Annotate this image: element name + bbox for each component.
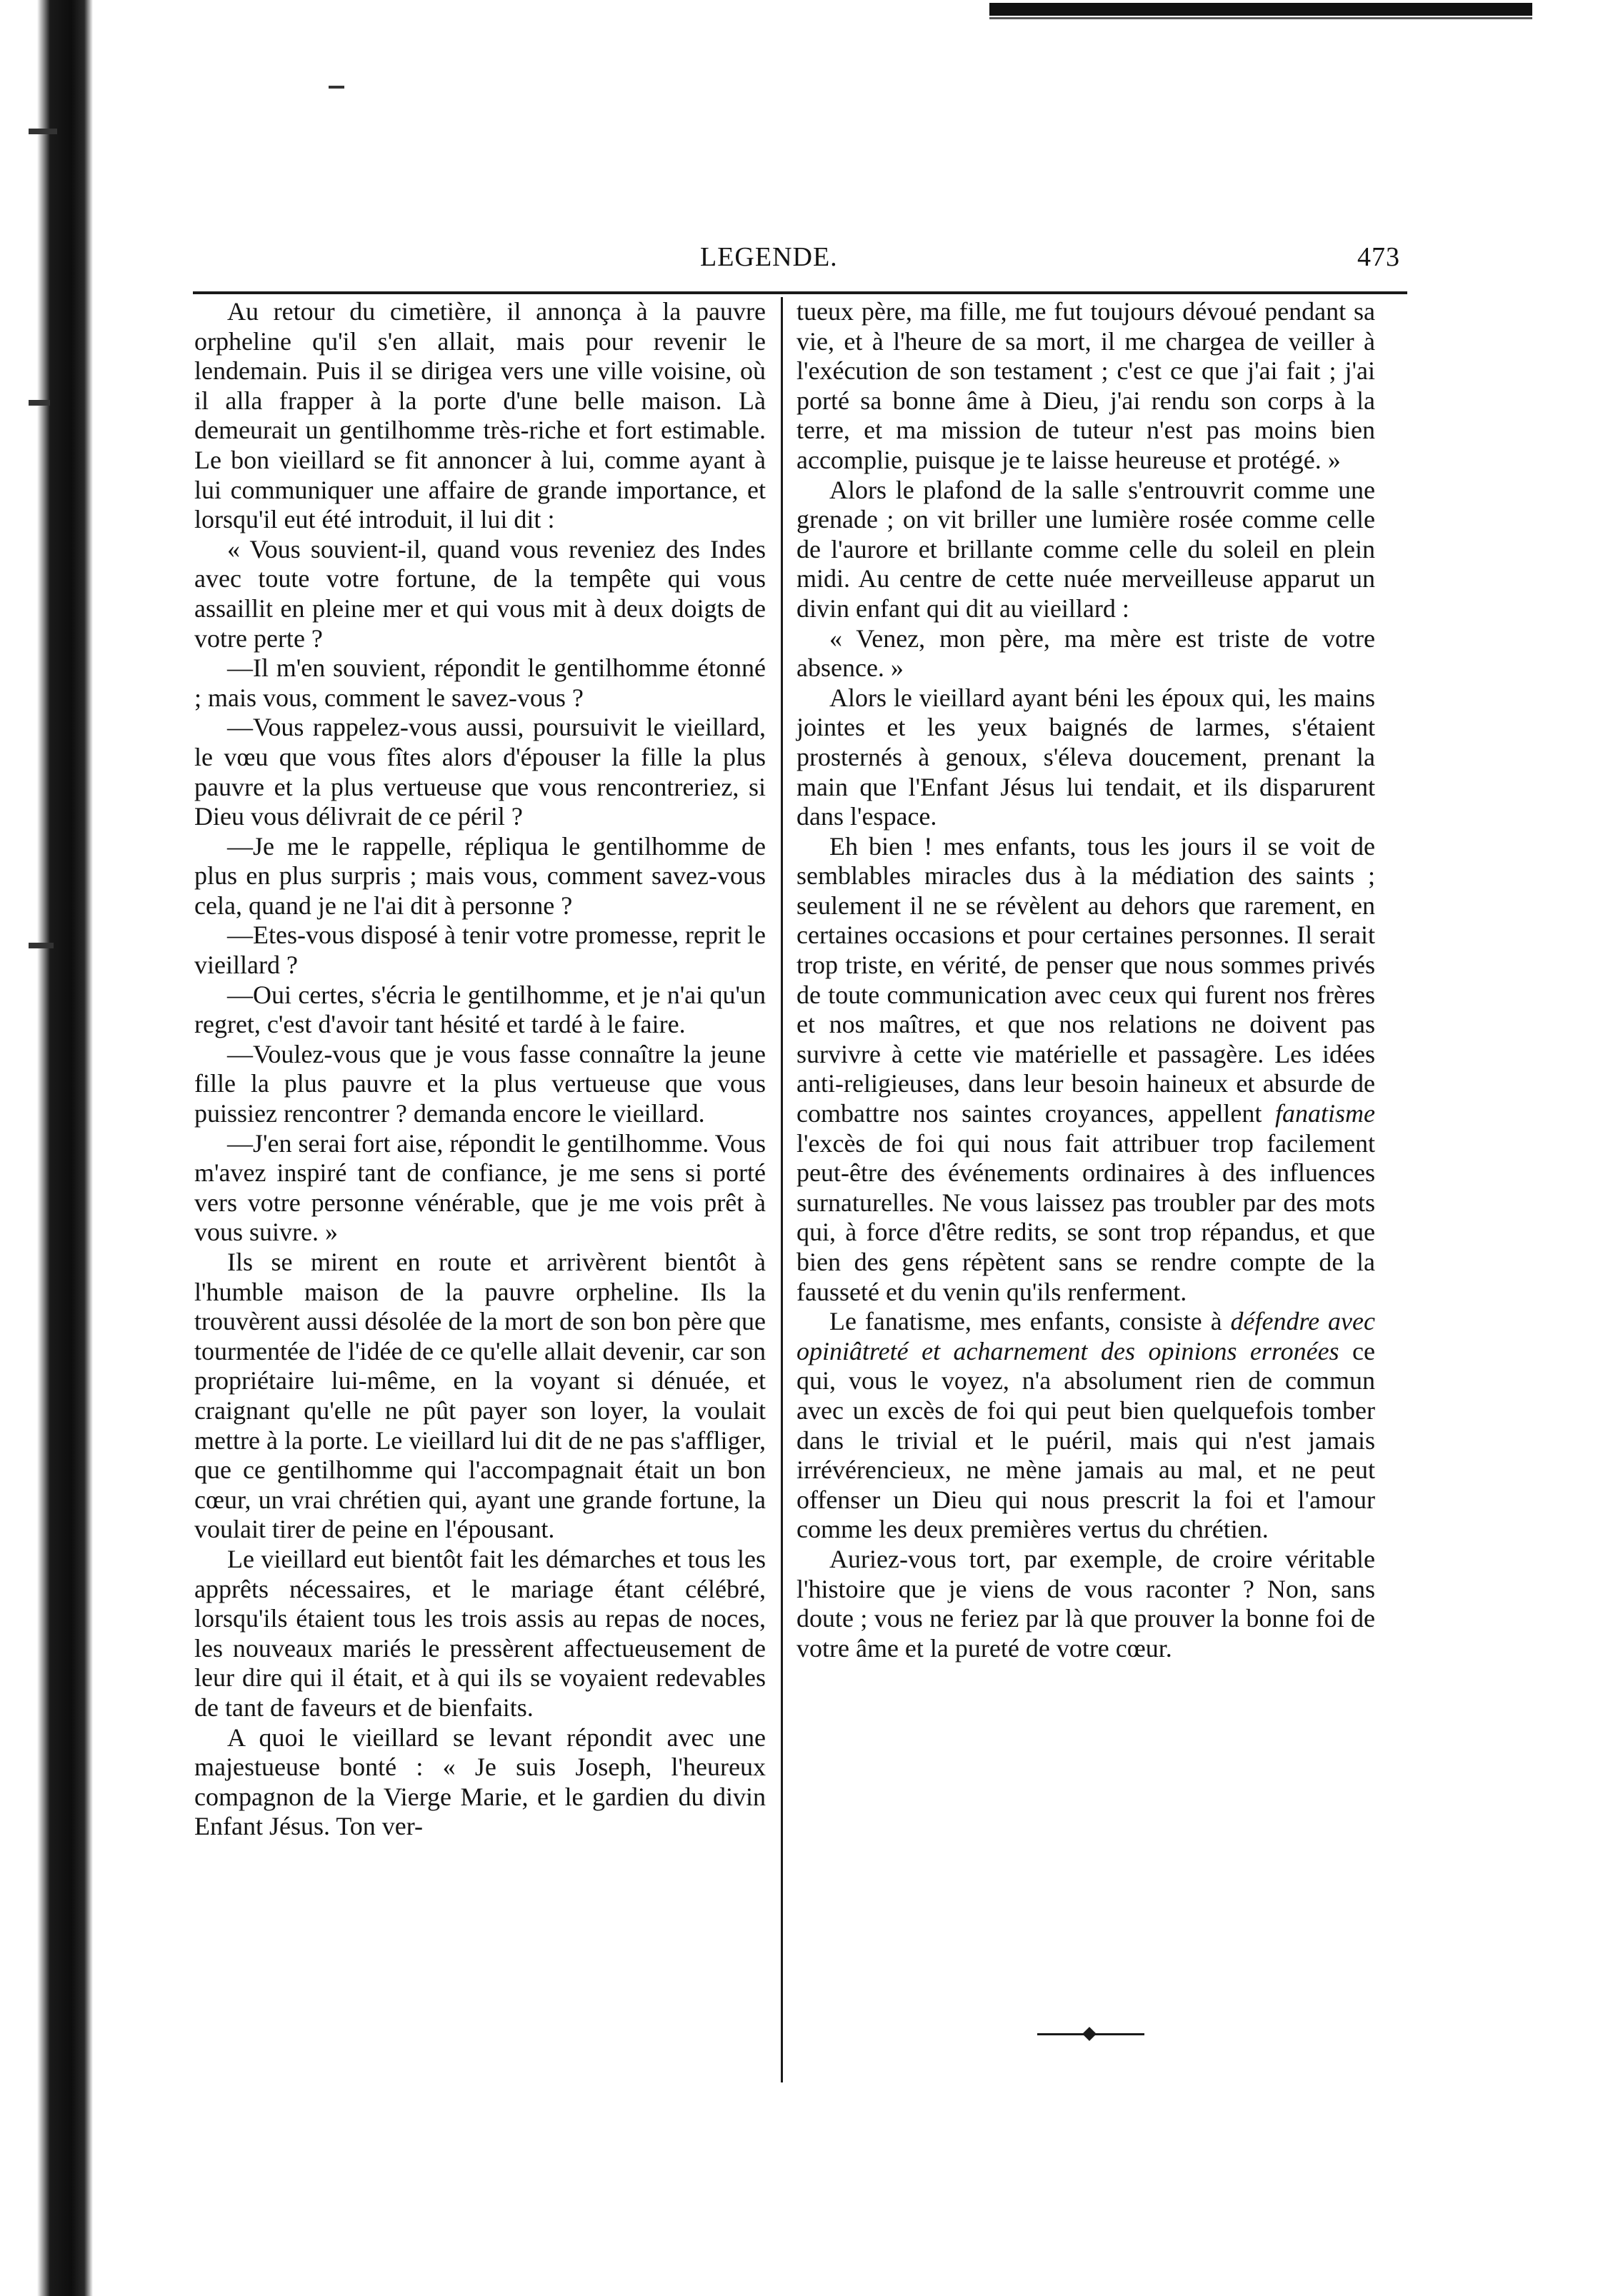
italic-definition: défendre avec opiniâtreté et acharnement des opinions erronées (796, 1307, 1375, 1365)
text-run: Eh bien ! mes enfants, tous les jours il se voit de semblables miracles dus à la médiation des saints ; seulement il ne se révèlent au dehors que rarement, en certaines occasions et pour certaines personnes. Il serait trop triste, en vérité, de penser que nous sommes privés de toute communication avec ceux qui furent nos frères et nos maîtres, et que nos relations ne doivent pas survivre à cette vie matérielle et passagère. Les idées anti-religieuses, dans leur besoin haineux et absurde de combattre nos saintes croyances, appellent (796, 831, 1375, 1128)
header-rule (193, 291, 1407, 294)
paragraph: —J'en serai fort aise, répondit le gentilhomme. Vous m'avez inspiré tant de confiance, je me sens si porté vers votre personne vénérable, que je me vois prêt à vous suivre. » (194, 1128, 766, 1247)
paragraph: —Voulez-vous que je vous fasse connaître la jeune fille la plus pauvre et la plus vertueuse que vous puissiez rencontrer ? demanda encore le vieillard. (194, 1039, 766, 1128)
paragraph: Le vieillard eut bientôt fait les démarches et tous les apprêts nécessaires, et le mariage étant célébré, lorsqu'ils étaient tous les trois assis au repas de noces, les nouveaux mariés le pressèrent affectueusement de leur dire qui il était, et à qui ils se voyaient redevables de tant de faveurs et de bienfaits. (194, 1544, 766, 1722)
italic-term: fanatisme (1275, 1099, 1376, 1128)
text-run: Le fanatisme, mes enfants, consiste à (829, 1307, 1222, 1336)
paragraph: A quoi le vieillard se levant répondit avec une majestueuse bonté : « Je suis Joseph, l'heureux compagnon de la Vierge Marie, et le gardien du divin Enfant Jésus. Ton ver- (194, 1723, 766, 1841)
paragraph: —Il m'en souvient, répondit le gentilhomme étonné ; mais vous, comment le savez-vous ? (194, 653, 766, 712)
paragraph: —Je me le rappelle, répliqua le gentilhomme de plus en plus surpris ; mais vous, comment savez-vous cela, quand je ne l'ai dit à personne ? (194, 831, 766, 920)
paragraph: Alors le plafond de la salle s'entrouvrit comme une grenade ; on vit briller une lumière rosée comme celle de l'aurore et brillante comme celle du soleil en plein midi. Au centre de cette nuée merveilleuse apparut un divin enfant qui dit au vieillard : (796, 475, 1375, 623)
page-number: 473 (1357, 242, 1400, 272)
running-head (193, 241, 1400, 284)
spine-fleck (29, 943, 54, 948)
paragraph: —Oui certes, s'écria le gentilhomme, et je n'ai qu'un regret, c'est d'avoir tant hésité et tardé à le faire. (194, 980, 766, 1039)
right-column (796, 297, 1375, 1663)
paragraph: Ils se mirent en route et arrivèrent bientôt à l'humble maison de la pauvre orpheline. Ils la trouvèrent aussi désolée de la mort de son bon père que tourmentée de l'idée de ce qu'elle allait devenir, car son propriétaire lui-même, en la voyant si dénuée, et craignant qu'elle ne pût payer son loyer, la voulait mettre à la porte. Le vieillard lui dit de ne pas s'affliger, que ce gentilhomme qui l'accompagnait était un bon cœur, un vrai chrétien qui, ayant une grande fortune, la voulait tirer de peine en l'épousant. (194, 1248, 766, 1544)
spine-fleck (29, 129, 57, 134)
stray-mark (329, 86, 344, 89)
paragraph: Au retour du cimetière, il annonça à la pauvre orpheline qu'il s'en allait, mais pour revenir le lendemain. Puis il se dirigea vers une ville voisine, où il alla frapper à la porte d'une belle maison. Là demeurait un gentilhomme très-riche et fort estimable. Le bon vieillard se fit annoncer à lui, comme ayant à lui communiquer une affaire de grande importance, et lorsqu'il eut été introduit, il lui dit : (194, 297, 766, 534)
paragraph: « Venez, mon père, ma mère est triste de votre absence. » (796, 623, 1375, 683)
paragraph (796, 832, 1375, 1308)
book-spine-shadow (0, 0, 93, 2296)
top-edge-line (989, 17, 1532, 19)
left-column (194, 297, 766, 1842)
paragraph: Alors le vieillard ayant béni les époux qui, les mains jointes et les yeux baignés de larmes, s'étaient prosternés à genoux, s'éleva doucement, prenant la main que l'Enfant Jésus lui tendait, et ils disparurent dans l'espace. (796, 683, 1375, 831)
text-run: ce qui, vous le voyez, n'a absolument rien de commun avec un excès de foi qui peut bien quelquefois tomber dans le trivial et le puéril, mais qui n'est jamais irrévérencieux, ne mène jamais au mal, et ne peut offenser un Dieu qui nous prescrit la foi et l'amour comme les deux premières vertus du chrétien. (796, 1336, 1376, 1544)
paragraph (796, 1307, 1375, 1545)
top-edge-bar (989, 3, 1532, 16)
paragraph: « Vous souvient-il, quand vous reveniez des Indes avec toute votre fortune, de la tempête qui vous assaillit en pleine mer et qui vous mit à deux doigts de votre perte ? (194, 534, 766, 653)
paragraph: tueux père, ma fille, me fut toujours dévoué pendant sa vie, et à l'heure de sa mort, il me chargea de veiller à l'exécution de son testament ; c'est ce que j'ai fait ; j'ai porté sa bonne âme à Dieu, j'ai rendu son corps à la terre, et ma mission de tuteur n'est pas moins bien accomplie, puisque je te laisse heureuse et protégé. » (796, 297, 1375, 474)
text-run: l'excès de foi qui nous fait attribuer trop facilement peut-être des événements ordinaires à des influences surnaturelles. Ne vous laissez pas troubler par des mots qui, à force d'être redits, se sont trop répandus, et que bien des gens répètent sans se rendre compte de la fausseté et du venin qu'ils renferment. (796, 1128, 1375, 1306)
paragraph: Auriez-vous tort, par exemple, de croire véritable l'histoire que je viens de vous raconter ? Non, sans doute ; vous ne feriez par là que prouver la bonne foi de votre âme et la pureté de votre cœur. (796, 1544, 1375, 1663)
column-divider (781, 297, 783, 2082)
paragraph: —Etes-vous disposé à tenir votre promesse, reprit le vieillard ? (194, 921, 766, 980)
ornament-diamond-icon (1082, 2027, 1097, 2041)
paragraph: —Vous rappelez-vous aussi, poursuivit le vieillard, le vœu que vous fîtes alors d'épouser la fille la plus pauvre et la plus vertueuse que vous rencontreriez, si Dieu vous délivrait de ce péril ? (194, 713, 766, 831)
tail-ornament (1037, 2027, 1144, 2041)
spine-fleck (29, 400, 50, 406)
running-head-title: LEGENDE. (700, 242, 838, 272)
